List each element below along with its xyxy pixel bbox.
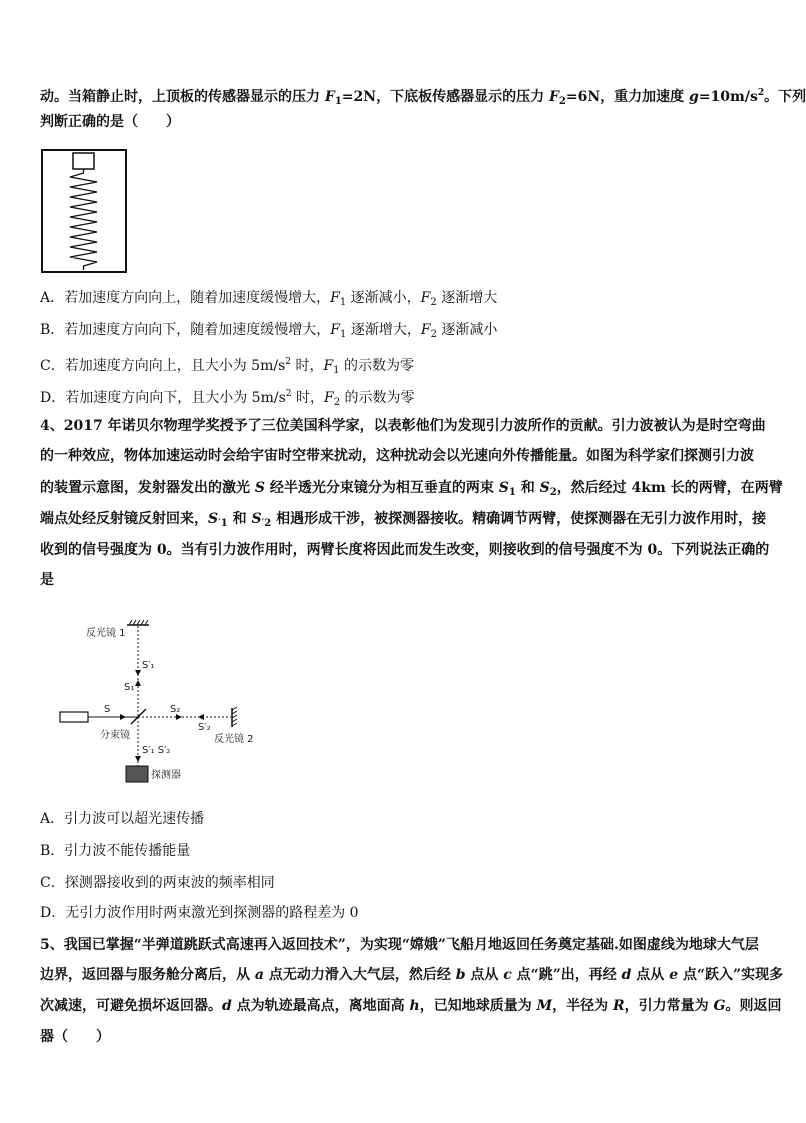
option-text: 无引力波作用时两束激光到探测器的路程差为 0 xyxy=(65,905,359,921)
text-segment: 的示数为零 xyxy=(340,390,415,406)
text-segment: 。下列 xyxy=(764,89,806,105)
option-label: C． xyxy=(40,875,65,891)
text-segment: 点为轨迹最高点，离地面高 xyxy=(231,998,410,1014)
option-label: A． xyxy=(40,290,65,306)
subscript: 1 xyxy=(333,365,340,376)
q5-line-1: 5、我国已掌握“半弹道跳跃式高速再入返回技术”，为实现“嫦娥”飞船月地返回任务奠定基础.如图虚线为地球大气层 xyxy=(40,937,759,953)
option-text: 探测器接收到的两束波的频率相同 xyxy=(64,875,275,891)
var-g: g xyxy=(689,89,699,105)
var-s: S xyxy=(539,480,550,496)
q3-intro-line-1 xyxy=(40,83,806,112)
var-f: F xyxy=(330,322,341,338)
q4-option-c xyxy=(40,873,275,893)
text-segment: ，然后经过 4km 长的两臂，在两臂 xyxy=(556,480,783,496)
text-segment: 时， xyxy=(291,390,324,406)
text-segment: 和 xyxy=(515,480,540,496)
text-segment: ，引力常量为 xyxy=(624,998,714,1014)
text-segment: 若加速度方向向上，随着加速度缓慢增大， xyxy=(64,290,331,306)
text-segment: 点从 xyxy=(465,967,504,983)
text-segment: 点“跃入”实现多 xyxy=(678,967,784,983)
q5-line-4: 器（ ） xyxy=(40,1029,110,1045)
q4-option-b xyxy=(40,841,190,861)
beam-s2p-label: S′₂ xyxy=(198,722,211,733)
var-s: S xyxy=(498,480,509,496)
text-segment: 次减速，可避免损坏返回器。 xyxy=(40,998,222,1014)
beam-s2-label: S₂ xyxy=(170,704,181,715)
arrow-down-icon xyxy=(135,756,141,762)
q3-intro-line-2: 判断正确的是（ ） xyxy=(40,114,180,130)
text-segment: ，半径为 xyxy=(552,998,613,1014)
subscript: 2 xyxy=(430,297,437,308)
text-segment: 的示数为零 xyxy=(339,358,414,374)
var-h: h xyxy=(409,998,420,1014)
arrow-left-icon xyxy=(198,714,204,720)
interferometer-diagram xyxy=(58,618,268,788)
q4-line-1: 4、2017 年诺贝尔物理学奖授予了三位美国科学家，以表彰他们为发现引力波所作的贡献。引力波被认为是时空弯曲 xyxy=(40,418,766,434)
subscript: 1 xyxy=(340,329,347,340)
var-f: F xyxy=(548,89,559,105)
q3-option-a xyxy=(40,288,497,313)
var-s: S xyxy=(251,511,262,527)
superscript: 2 xyxy=(285,357,291,367)
option-label: D． xyxy=(40,390,66,406)
arrow-down-icon xyxy=(135,670,141,676)
text-segment: 相遇形成干涉，被探测器接收。精确调节两臂，使探测器在无引力波作用时，接 xyxy=(271,511,767,527)
option-label: B． xyxy=(40,322,65,338)
option-text: 引力波可以超光速传播 xyxy=(64,811,205,827)
subscript: 2 xyxy=(558,96,566,107)
beam-s1p-label: S′₁ xyxy=(142,660,155,671)
var-point: d xyxy=(621,967,632,983)
var-s: S xyxy=(254,480,265,496)
text-segment: 端点处经反射镜反射回来， xyxy=(40,511,208,527)
spring xyxy=(70,169,97,270)
text-segment: 。则返回 xyxy=(725,998,782,1014)
text-segment: =2N，下底板传感器显示的压力 xyxy=(341,89,549,105)
var-f: F xyxy=(420,290,431,306)
text-segment: =10m/s xyxy=(698,89,758,105)
subscript: 2 xyxy=(549,487,557,498)
text-segment: 若加速度方向向下，且大小为 5m/s xyxy=(65,390,286,406)
superscript: 2 xyxy=(757,88,765,98)
q3-option-d xyxy=(40,384,415,413)
text-segment: 点无动力滑入大气层，然后经 xyxy=(263,967,456,983)
text-segment: ，已知地球质量为 xyxy=(419,998,537,1014)
q4-line-6: 是 xyxy=(40,572,54,588)
text-segment: =6N，重力加速度 xyxy=(565,89,690,105)
superscript: 2 xyxy=(285,389,292,399)
mirror-2-label: 反光镜 2 xyxy=(214,734,254,745)
subscript: ′1 xyxy=(218,518,228,529)
var-s: S xyxy=(208,511,219,527)
var-m: M xyxy=(536,998,553,1014)
var-point: b xyxy=(455,967,466,983)
var-f: F xyxy=(330,290,340,306)
text-segment: 点从 xyxy=(631,967,670,983)
laser-source xyxy=(60,712,88,722)
q4-line-4 xyxy=(40,509,766,534)
var-point: c xyxy=(503,967,512,983)
var-f: F xyxy=(323,390,334,406)
text-segment: 和 xyxy=(227,511,252,527)
var-r: R xyxy=(612,998,625,1014)
text-segment: 的装置示意图，发射器发出的激光 xyxy=(40,480,255,496)
var-f: F xyxy=(420,322,431,338)
text-segment: 逐渐减小 xyxy=(436,322,498,338)
text-segment: 若加速度方向向上，且大小为 5m/s xyxy=(64,358,286,374)
subscript: ′2 xyxy=(261,518,272,529)
beam-s1-label: S₁ xyxy=(124,682,135,693)
beam-s-label: S xyxy=(104,704,111,715)
option-text: 引力波不能传播能量 xyxy=(64,843,191,859)
var-point: d xyxy=(222,998,232,1014)
q5-line-2 xyxy=(40,965,783,985)
q4-line-3 xyxy=(40,478,783,503)
text-segment: 若加速度方向向下，随着加速度缓慢增大， xyxy=(64,322,331,338)
subscript: 1 xyxy=(339,297,347,308)
text-segment: 逐渐减小， xyxy=(346,290,421,306)
var-f: F xyxy=(324,89,335,105)
detector-label: 探测器 xyxy=(151,770,181,781)
text-segment: 逐渐增大 xyxy=(436,290,498,306)
option-label: B． xyxy=(40,843,65,859)
option-label: A． xyxy=(40,811,65,827)
box-spring-diagram xyxy=(40,148,130,276)
detector xyxy=(126,766,148,782)
subscript: 2 xyxy=(333,397,341,408)
q3-option-b xyxy=(40,320,497,345)
var-point: a xyxy=(254,967,264,983)
text-segment: 经半透光分束镜分为相互垂直的两束 xyxy=(265,480,499,496)
text-segment: 动。当箱静止时，上顶板的传感器显示的压力 xyxy=(40,89,325,105)
q4-option-a xyxy=(40,809,204,829)
q4-line-5: 收到的信号强度为 0。当有引力波作用时，两臂长度将因此而发生改变，则接收到的信号强度不为 0。下列说法正确的 xyxy=(40,542,770,558)
var-point: e xyxy=(669,967,679,983)
arrow-up-icon xyxy=(135,680,141,686)
subscript: 1 xyxy=(508,487,516,498)
mirror-1-label: 反光镜 1 xyxy=(86,628,126,639)
subscript: 2 xyxy=(430,329,437,340)
splitter-label: 分束镜 xyxy=(100,730,130,741)
block xyxy=(73,153,94,169)
q4-option-d xyxy=(40,903,359,923)
var-g: G xyxy=(713,998,726,1014)
q5-line-3 xyxy=(40,996,781,1016)
text-segment: 点“跳”出，再经 xyxy=(511,967,622,983)
subscript: 1 xyxy=(334,96,342,107)
arrow-right-icon xyxy=(120,714,126,720)
option-label: D． xyxy=(40,905,66,921)
beam-combined-label: S′₁ S′₂ xyxy=(142,745,171,756)
option-label: C． xyxy=(40,358,65,374)
q4-line-2: 的一种效应，物体加速运动时会给宇宙时空带来扰动，这种扰动会以光速向外传播能量。如图为科学家们探测引力波 xyxy=(40,448,754,464)
var-f: F xyxy=(323,358,334,374)
text-segment: 边界，返回器与服务舱分离后，从 xyxy=(40,967,255,983)
q3-option-c xyxy=(40,352,414,381)
text-segment: 逐渐增大， xyxy=(346,322,421,338)
text-segment: 时， xyxy=(291,358,324,374)
